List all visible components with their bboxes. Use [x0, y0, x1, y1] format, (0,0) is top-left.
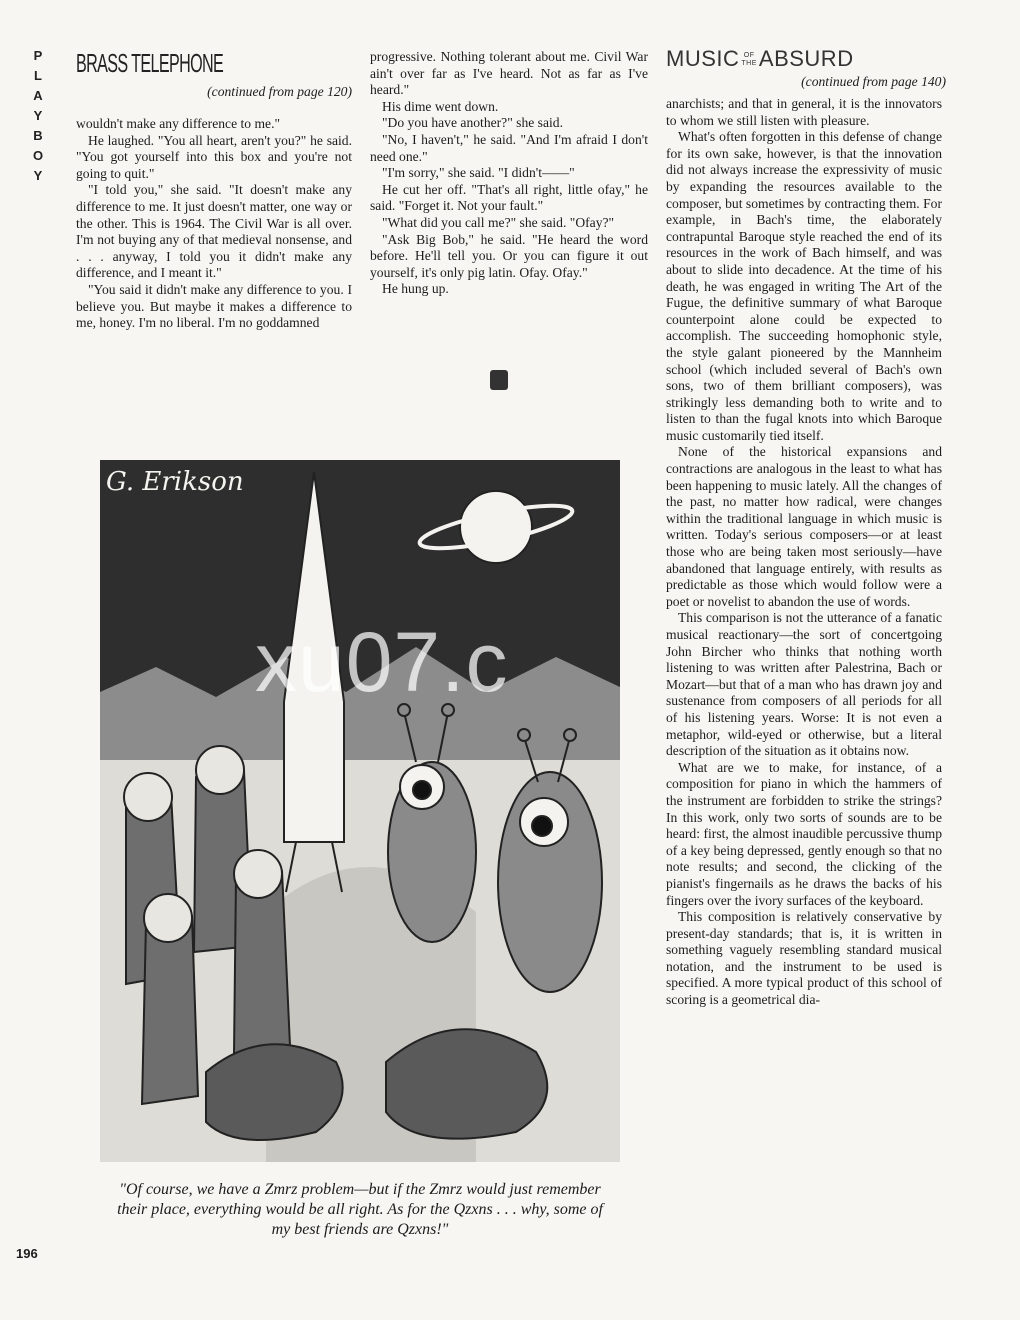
paragraph: "You said it didn't make any difference to you. I believe you. But maybe it makes a difference to me, honey. I'm no liberal. I'm no goddamned: [76, 281, 352, 331]
title-word: ABSURD: [758, 46, 854, 71]
masthead-letter: B: [33, 128, 45, 143]
title-word: MUSIC: [666, 46, 740, 71]
paragraph: This comparison is not the utterance of a fanatic musical reactionary—the sort of concertgoing John Bircher who thinks that nothing worth listening to was written after Palestrina, Bach or Mozart—but that of a man who has drawn joy and sustenance from composers of all periods for all of his listening years. Worse: It is not even a metaphor, wild-eyed or otherwise, but a literal description of the situation as it obtains now.: [666, 610, 942, 759]
title-of-the: [741, 52, 757, 68]
right-story-header: [666, 46, 946, 90]
right-story-column: [666, 96, 942, 1009]
title-of: OF: [743, 52, 755, 60]
paragraph: None of the historical expansions and contractions are analogous in the least to what has been happening to music lately. All the changes of the past, no matter how radical, were changes within the traditional language in which music is written. Today's serious composers—or at least those who are being taken most seriously—have abandoned that language entirely, with results as predictable as those which would follow were a poet or novelist to abandon the use of words.: [666, 444, 942, 609]
paragraph: He cut her off. "That's all right, little ofay," he said. "Forget it. Not your fault.": [370, 181, 648, 214]
page-number: 196: [16, 1246, 38, 1261]
paragraph: wouldn't make any difference to me.": [76, 116, 281, 131]
masthead-letter: Y: [33, 168, 45, 183]
masthead-letter: A: [33, 88, 45, 103]
masthead-letter: Y: [33, 108, 45, 123]
paragraph: What are we to make, for instance, of a composition for piano in which the hammers of the instrument are forbidden to strike the strings? In this work, only two sorts of sounds are to be heard: first, the almost inaudible percussive thump of a key being depressed, gently enough so that no note results; and second, the clicking of the pianist's fingernails as he draws the backs of his fingers over the ivory surfaces of the keyboard.: [666, 759, 942, 908]
left-story-column-1: [76, 116, 352, 332]
paragraph: "Do you have another?" she said.: [382, 115, 563, 131]
left-story-column-2: [370, 49, 648, 298]
paragraph: He laughed. "You all heart, aren't you?" he said. "You got yourself into this box and you're not going to quit.": [76, 132, 352, 181]
artist-signature: G. Erikson: [106, 467, 244, 497]
left-continued-note: (continued from page 120): [207, 84, 352, 99]
paragraph: "What did you call me?" she said. "Ofay?": [382, 214, 615, 230]
paragraph: He hung up.: [382, 281, 449, 297]
masthead-letter: P: [33, 48, 45, 63]
cartoon-illustration: [86, 442, 638, 1172]
cartoon-caption: "Of course, we have a Zmrz problem—but if the Zmrz would just remember their place, everything would be all right. As for the Qzxns . . . why, some of my best friends are Qzxns!": [117, 1181, 603, 1238]
watermark: xu07.c: [255, 615, 509, 709]
paragraph: "I told you," she said. "It doesn't make any difference to me. It just doesn't matter, one way or the other. This is 1964. The Civil War is all over. I'm not buying any of that medieval nonsense, and . . . anyway, I told you it didn't make any difference, and I meant it.": [76, 182, 352, 281]
right-story-title: [666, 46, 946, 72]
title-the: THE: [741, 60, 757, 68]
right-continued-note: (continued from page 140): [801, 74, 946, 89]
rabbit-end-mark-icon: [490, 370, 508, 390]
left-story-title: BRASS TELEPHONE: [76, 48, 224, 78]
masthead-letter: L: [34, 68, 44, 83]
paragraph: "No, I haven't," he said. "And I'm afraid I don't need one.": [370, 131, 648, 164]
paragraph: "Ask Big Bob," he said. "He heard the word before. He'll tell you. Or you can figure it out yourself, it's only pig latin. Ofay. Ofay.": [370, 231, 648, 280]
paragraph: "I'm sorry," she said. "I didn't——": [382, 165, 575, 181]
paragraph: This composition is relatively conservative by present-day standards; that is, it is written in something vaguely resembling standard musical notation, and the instrument to be used is specified. A more typical product of this school of scoring is a geometrical dia-: [666, 909, 942, 1008]
left-story-header: [76, 46, 352, 100]
paragraph: anarchists; and that in general, it is the innovators to whom we still listen with pleasure.: [666, 96, 942, 128]
paragraph: His dime went down.: [382, 98, 499, 114]
paragraph: What's often forgotten in this defense of change for its own sake, however, is that the innovation did not always increase the expressivity of music by expanding the resources available to the composer, but sometimes by contracting them. For example, in Bach's time, the elaborately contrapuntal Baroque style reached the end of its resources in the work of Bach himself, and was about to slide into decadence. At the time of his death, he was engaged in writing The Art of the Fugue, the definitive summary of what Baroque counterpoint alone could be expected to accomplish. The succeeding homophonic style, the style galant pioneered by the Mannheim school (which included several of Bach's own sons, two of them brilliant composers), was strikingly less demanding both to write and to listen to than the fugal knots into which Baroque music customarily tied itself.: [666, 129, 942, 443]
paragraph: progressive. Nothing tolerant about me. Civil War ain't over far as I've heard. Not as far as I've heard.": [370, 49, 648, 98]
masthead: [28, 46, 50, 186]
masthead-letter: O: [32, 148, 46, 163]
